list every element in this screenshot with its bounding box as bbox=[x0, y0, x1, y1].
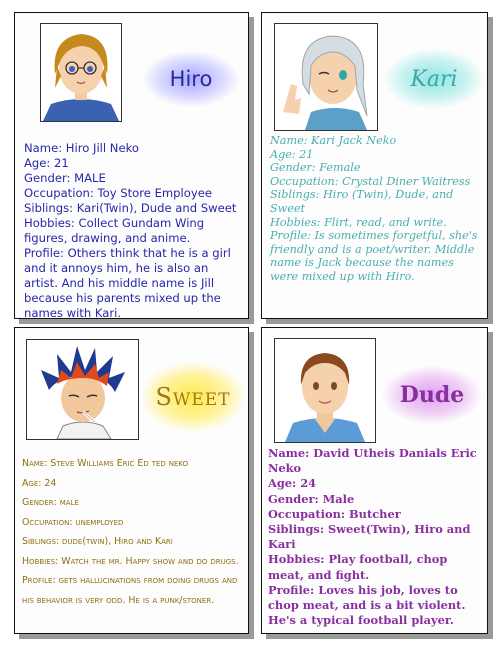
kari-bio-siblings: Siblings: Hiro (Twin), Dude, and Sweet bbox=[270, 188, 454, 215]
sweet-name-glow bbox=[141, 362, 245, 432]
dude-portrait bbox=[274, 338, 376, 443]
sweet-bio-siblings: Siblings: dude(twin), Hiro and Kari bbox=[22, 536, 173, 547]
sweet-bio-gender: Gender: male bbox=[22, 497, 79, 508]
hiro-bio-siblings: Siblings: Kari(Twin), Dude and Sweet bbox=[24, 201, 237, 215]
hiro-bio-name: Name: Hiro Jill Neko bbox=[24, 141, 139, 155]
kari-bio-name: Name: Kari Jack Neko bbox=[270, 134, 397, 147]
kari-bio-age: Age: 21 bbox=[270, 147, 314, 161]
hiro-bio-profile: Profile: Others think that he is a girl and it annoys him, he is also an artist. And his middle name is Jill because his parents mixed up the names with Kari. bbox=[24, 246, 231, 320]
hiro-bio-age: Age: 21 bbox=[24, 156, 69, 170]
hiro-bio-hobbies: Hobbies: Collect Gundam Wing figures, drawing, and anime. bbox=[24, 216, 205, 245]
dude-bio-name: Name: David Utheis Danials Eric Neko bbox=[268, 446, 477, 476]
kari-bio-occupation: Occupation: Crystal Diner Waitress bbox=[270, 174, 471, 188]
sweet-bio-name: Name: Steve Williams Eric Ed ted neko bbox=[22, 458, 189, 469]
kari-portrait bbox=[274, 23, 378, 131]
kari-portrait-drawing bbox=[275, 24, 377, 130]
dude-bio-occupation: Occupation: Butcher bbox=[268, 506, 401, 521]
character-card-dude bbox=[261, 327, 488, 634]
dude-bio-siblings: Siblings: Sweet(Twin), Hiro and Kari bbox=[268, 522, 471, 552]
hiro-name-label: Hiro bbox=[169, 67, 213, 91]
dude-portrait-drawing bbox=[275, 339, 375, 442]
dude-bio-age: Age: 24 bbox=[268, 476, 317, 491]
hiro-name-glow bbox=[143, 51, 239, 107]
kari-name-label: Kari bbox=[410, 66, 458, 92]
sweet-portrait bbox=[26, 339, 139, 440]
hiro-portrait-drawing bbox=[41, 24, 121, 121]
dude-bio-profile: Profile: Loves his job, loves to chop meat, and is a bit violent. He's a typical football player. bbox=[268, 582, 466, 628]
dude-bio-gender: Gender: Male bbox=[268, 491, 355, 506]
kari-bio bbox=[270, 134, 481, 284]
kari-bio-gender: Gender: Female bbox=[270, 161, 361, 175]
character-card-sweet bbox=[14, 327, 249, 634]
hiro-bio bbox=[24, 141, 242, 321]
sweet-name-label: Sweet bbox=[155, 383, 231, 411]
dude-bio-hobbies: Hobbies: Play football, chop meat, and fight. bbox=[268, 552, 448, 582]
sweet-portrait-drawing bbox=[27, 340, 138, 439]
dude-name-glow bbox=[382, 366, 482, 424]
sweet-bio bbox=[22, 454, 242, 610]
kari-name-glow bbox=[384, 49, 484, 109]
kari-bio-hobbies: Hobbies: Flirt, read, and write. bbox=[270, 215, 447, 229]
hiro-portrait bbox=[40, 23, 122, 122]
kari-bio-profile: Profile: Is sometimes forgetful, she's friendly and is a poet/writer. Middle name is Jack because the names were mixed up with Hiro. bbox=[270, 229, 478, 283]
dude-bio bbox=[268, 446, 481, 628]
sweet-bio-occupation: Occupation: unemployed bbox=[22, 516, 124, 528]
hiro-bio-occupation: Occupation: Toy Store Employee bbox=[24, 186, 212, 200]
dude-name-label: Dude bbox=[399, 382, 465, 408]
sweet-bio-age: Age: 24 bbox=[22, 477, 57, 489]
character-card-kari bbox=[261, 12, 488, 319]
hiro-bio-gender: Gender: MALE bbox=[24, 171, 106, 185]
character-card-hiro bbox=[14, 12, 249, 319]
sweet-bio-profile: Profile: gets hallucinations from doing drugs and his behavior is very odd. He is a punk/stoner. bbox=[22, 575, 238, 606]
sweet-bio-hobbies: Hobbies: Watch the mr. Happy show and do drugs. bbox=[22, 555, 239, 567]
